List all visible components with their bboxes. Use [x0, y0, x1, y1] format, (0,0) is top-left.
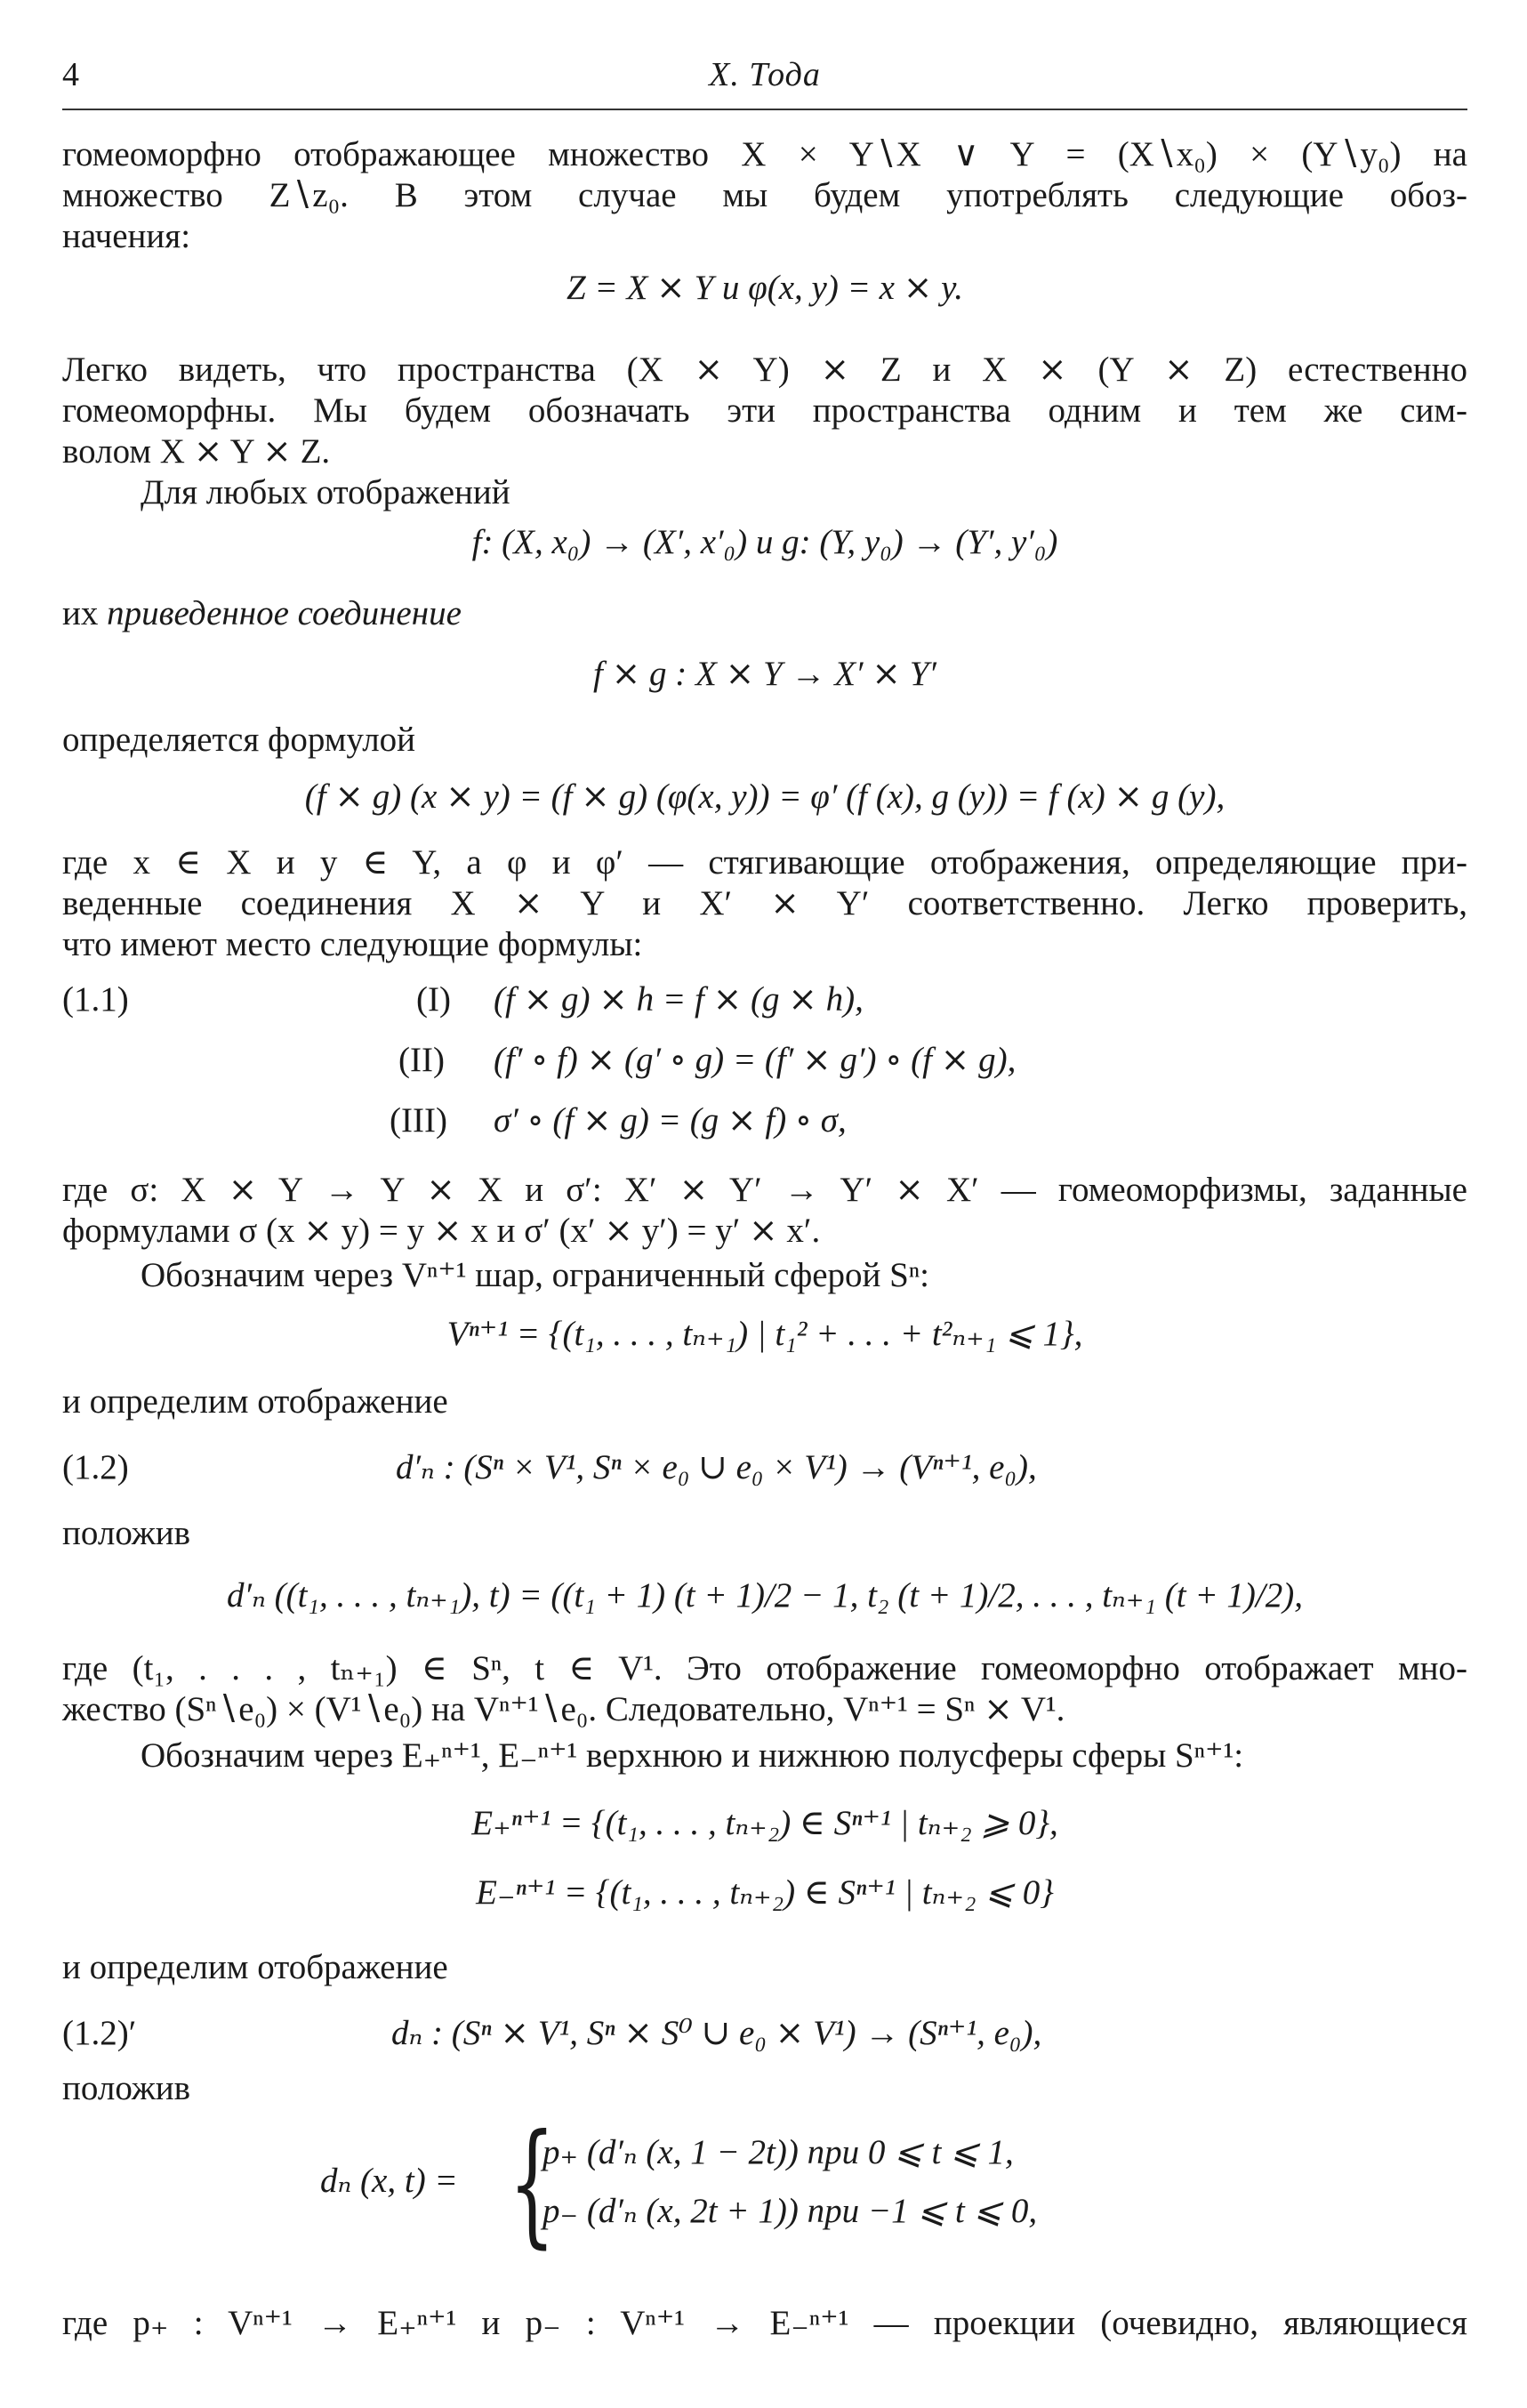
text-line: гомеоморфно отображающее множество X × Y∖X ∨ Y = (X∖x₀) × (Y∖y₀) на	[62, 135, 1467, 173]
text-line: Обозначим через E₊ⁿ⁺¹, E₋ⁿ⁺¹ верхнюю и нижнюю полусферы сферы Sⁿ⁺¹:	[141, 1736, 1244, 1775]
text-line: что имеют место следующие формулы:	[62, 925, 643, 963]
equation: E₋ⁿ⁺¹ = {(t₁, . . . , tₙ₊₂) ∈ Sⁿ⁺¹ | tₙ₊₂ ⩽ 0}	[476, 1873, 1054, 1912]
equation: p₋ (d′ₙ (x, 2t + 1)) при −1 ⩽ t ⩽ 0,	[542, 2192, 1038, 2230]
equation-number: (III)	[390, 1101, 447, 1140]
equation: d′ₙ ((t₁, . . . , tₙ₊₁), t) = ((t₁ + 1) (t + 1)/2 − 1, t₂ (t + 1)/2, . . . , tₙ₊₁ (t + 1)/2),	[227, 1576, 1303, 1615]
page-header	[62, 55, 1467, 109]
equation: E₊ⁿ⁺¹ = {(t₁, . . . , tₙ₊₂) ∈ Sⁿ⁺¹ | tₙ₊₂ ⩾ 0},	[471, 1804, 1058, 1842]
equation-number: (II)	[398, 1041, 445, 1079]
equation: (f ⨯ g) (x ⨯ y) = (f ⨯ g) (φ(x, y)) = φ′ (f (x), g (y)) = f (x) ⨯ g (y),	[304, 777, 1226, 816]
equation: f: (X, x₀) → (X′, x′₀) и g: (Y, y₀) → (Y′, y′₀)	[471, 523, 1058, 561]
equation-label: (1.2)′	[62, 2014, 137, 2052]
text-line: начения:	[62, 217, 191, 255]
text-line: где (t₁, . . . , tₙ₊₁) ∈ Sⁿ, t ∈ V¹. Это отображение гомеоморфно отображает мно-	[62, 1649, 1467, 1687]
text-line: где x ∈ X и y ∈ Y, а φ и φ′ — стягивающие отображения, определяющие при-	[62, 843, 1467, 882]
text-fragment: их	[62, 594, 108, 632]
running-title: Х. Тода	[709, 56, 821, 93]
cases-brace: {	[509, 2106, 556, 2261]
text-line: Обозначим через Vⁿ⁺¹ шар, ограниченный сферой Sⁿ:	[141, 1256, 929, 1294]
text-line: веденные соединения X ⨯ Y и X′ ⨯ Y′ соответственно. Легко проверить,	[62, 884, 1467, 922]
equation: σ′ ∘ (f ⨯ g) = (g ⨯ f) ∘ σ,	[494, 1101, 847, 1140]
text-line: и определим отображение	[62, 1382, 448, 1421]
text-line: положив	[62, 1514, 191, 1552]
equation: f ⨯ g : X ⨯ Y → X′ ⨯ Y′	[593, 655, 936, 693]
equation: dₙ : (Sⁿ ⨯ V¹, Sⁿ ⨯ S⁰ ∪ e₀ ⨯ V¹) → (Sⁿ⁺¹, e₀),	[391, 2014, 1042, 2052]
equation-label: (1.1)	[62, 980, 129, 1019]
equation-label: (1.2)	[62, 1448, 129, 1486]
text-line: жество (Sⁿ∖e₀) × (V¹∖e₀) на Vⁿ⁺¹∖e₀. Следовательно, Vⁿ⁺¹ = Sⁿ ⨯ V¹.	[62, 1690, 1065, 1728]
text-line	[62, 592, 1467, 635]
text-line: Для любых отображений	[141, 473, 510, 511]
text-line: и определим отображение	[62, 1948, 448, 1986]
text-line: волом X ⨯ Y ⨯ Z.	[62, 432, 331, 471]
equation: d′ₙ : (Sⁿ × V¹, Sⁿ × e₀ ∪ e₀ × V¹) → (Vⁿ⁺¹, e₀),	[396, 1448, 1037, 1486]
text-line: формулами σ (x ⨯ y) = y ⨯ x и σ′ (x′ ⨯ y′) = y′ ⨯ x′.	[62, 1212, 821, 1250]
equation-number: (I)	[416, 980, 451, 1019]
equation: Vⁿ⁺¹ = {(t₁, . . . , tₙ₊₁) | t₁² + . . . + t²ₙ₊₁ ⩽ 1},	[446, 1315, 1083, 1353]
text-line: гомеоморфны. Мы будем обозначать эти пространства одним и тем же сим-	[62, 391, 1467, 430]
text-line: положив	[62, 2069, 191, 2107]
text-line: где σ: X ⨯ Y → Y ⨯ X и σ′: X′ ⨯ Y′ → Y′ ⨯ X′ — гомеоморфизмы, заданные	[62, 1171, 1467, 1209]
equation: p₊ (d′ₙ (x, 1 − 2t)) при 0 ⩽ t ⩽ 1,	[542, 2133, 1014, 2171]
text-line: Легко видеть, что пространства (X ⨯ Y) ⨯ Z и X ⨯ (Y ⨯ Z) естественно	[62, 350, 1467, 389]
page-number: 4	[62, 56, 79, 93]
emphasis-term: приведенное соединение	[107, 594, 462, 632]
header-rule	[62, 109, 1467, 110]
text-line: где p₊ : Vⁿ⁺¹ → E₊ⁿ⁺¹ и p₋ : Vⁿ⁺¹ → E₋ⁿ⁺¹ — проекции (очевидно, являющиеся	[62, 2304, 1467, 2342]
text-line: множество Z∖z₀. В этом случае мы будем употреблять следующие обоз-	[62, 176, 1467, 214]
equation: Z = X ⨯ Y и φ(x, y) = x ⨯ y.	[566, 269, 964, 307]
equation: dₙ (x, t) =	[320, 2162, 458, 2200]
text-line: определяется формулой	[62, 721, 416, 759]
equation: (f′ ∘ f) ⨯ (g′ ∘ g) = (f′ ⨯ g′) ∘ (f ⨯ g),	[494, 1041, 1017, 1079]
equation: (f ⨯ g) ⨯ h = f ⨯ (g ⨯ h),	[494, 980, 864, 1019]
